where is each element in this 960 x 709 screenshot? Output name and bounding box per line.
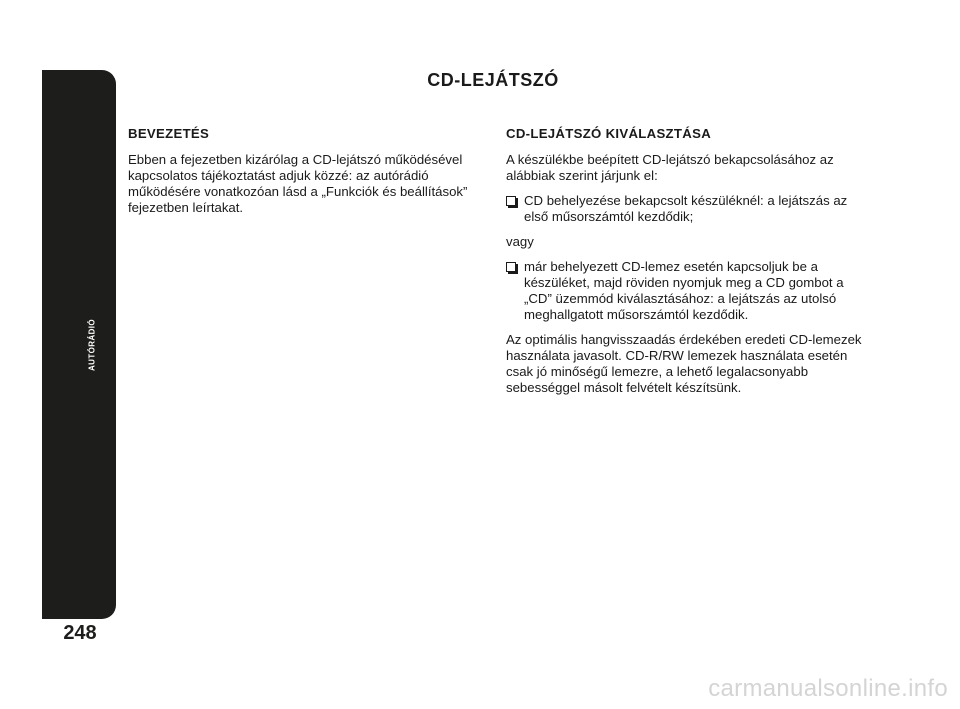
separator-word: vagy — [506, 234, 534, 249]
section-side-label: AUTÓRÁDIÓ — [87, 318, 97, 372]
page-title: CD-LEJÁTSZÓ — [427, 70, 559, 90]
right-column — [506, 126, 866, 405]
closing-paragraph: Az optimális hangvisszaadás érdekében eredeti CD-lemezek használata javasolt. CD-R/RW lemezek használata esetén csak jó minőségű lemezre, a lehető legalacsonyabb sebességgel másolt felvételt készítsünk. — [506, 332, 862, 395]
checkbox-bullet-icon — [506, 196, 516, 206]
page-number: 248 — [63, 622, 97, 644]
watermark-text: carmanualsonline.info — [708, 675, 948, 702]
bullet-text: már behelyezett CD-lemez esetén kapcsoljuk be a készüléket, majd röviden nyomjuk meg a CD gombot a „CD” üzemmód kiválasztásához: a lejátszás az utolsó meghallgatott műsorszámtól kezdődik. — [524, 259, 844, 322]
bullet-item-press-cd-button — [506, 259, 866, 323]
side-tab-bar — [42, 70, 116, 619]
section-heading-cd-select: CD-LEJÁTSZÓ KIVÁLASZTÁSA — [506, 126, 712, 141]
section-heading-intro: BEVEZETÉS — [128, 126, 210, 141]
bullet-item-insert-cd — [506, 193, 866, 225]
bullet-text: CD behelyezése bekapcsolt készüléknél: a lejátszás az első műsorszámtól kezdődik; — [524, 193, 848, 224]
cd-select-intro: A készülékbe beépített CD-lejátszó bekapcsolásához az alábbiak szerint járjunk el: — [506, 152, 834, 183]
left-column — [128, 126, 486, 225]
checkbox-bullet-icon — [506, 262, 516, 272]
intro-paragraph: Ebben a fejezetben kizárólag a CD-lejátszó működésével kapcsolatos tájékoztatást adjuk közzé: az autórádió működésére vonatkozóan lásd a „Funkciók és beállítások” fejezetben leírtakat. — [128, 152, 468, 215]
